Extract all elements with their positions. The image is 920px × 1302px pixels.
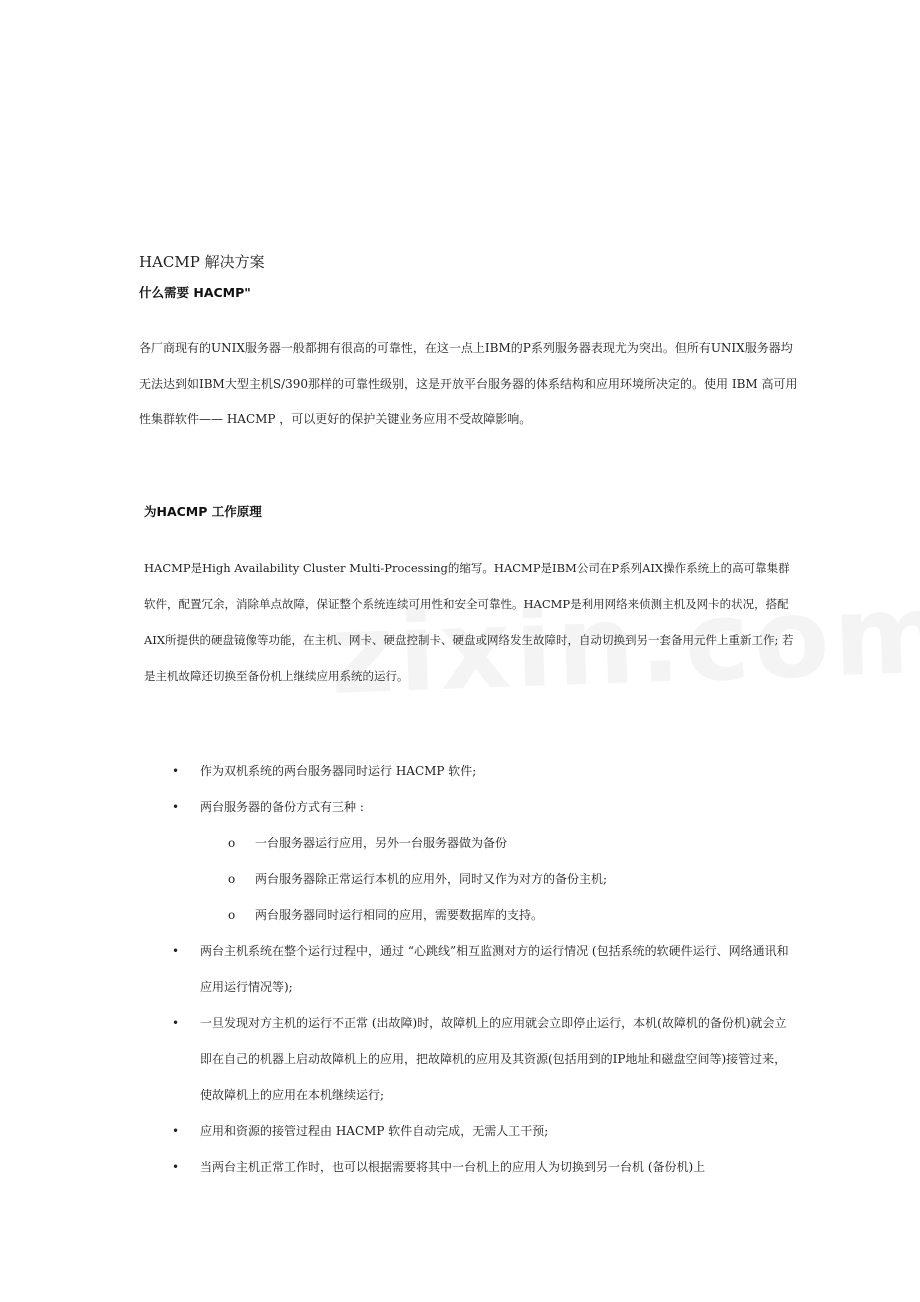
section2-paragraph: HACMP是High Availability Cluster Multi-Processing的缩写。HACMP是IBM公司在P系列AIX操作系统上的高可靠集群软件，配置冗余，消除单点故障，保证整个系统连续可用性和安全可靠性。HACMP是利用网络来侦测主机及网卡的状况，搭配AIX所提供的硬盘镜像等功能，在主机、网卡、硬盘控制卡、硬盘或网络发生故障时，自动切换到另一套备用元件上重新工作; 若是主机故障还切换至备份机上继续应用系统的运行。 xyxy=(144,561,794,683)
circle-bullet-icon: o xyxy=(228,908,236,922)
list-item-text: 作为双机系统的两台服务器同时运行 HACMP 软件; xyxy=(200,764,477,778)
section2-heading: 为HACMP 工作原理 xyxy=(144,504,262,519)
list-item-text: 两台服务器的备份方式有三种 : xyxy=(200,800,364,814)
circle-bullet-icon: o xyxy=(228,836,236,850)
section1-heading: 什么需要 HACMP" xyxy=(139,285,251,300)
list-item-text: 两台主机系统在整个运行过程中，通过 “心跳线”相互监测对方的运行情况 (包括系统的软硬件运行、网络通讯和应用运行情况等); xyxy=(200,944,789,994)
section1-paragraph: 各厂商现有的UNIX服务器一般都拥有很高的可靠性，在这一点上IBM的P系列服务器表现尤为突出。但所有UNIX服务器均无法达到如IBM大型主机S/390那样的可靠性级别，这是开放平台服务器的体系结构和应用环境所决定的。使用 IBM 高可用性集群软件—— HACMP ，可以更好的保护关键业务应用不受故障影响。 xyxy=(139,341,798,426)
circle-bullet-icon: o xyxy=(228,872,236,886)
list-item-text: 一台服务器运行应用，另外一台服务器做为备份 xyxy=(255,836,508,850)
list-item-text: 两台服务器同时运行相同的应用，需要数据库的支持。 xyxy=(255,908,544,922)
document-title: HACMP 解决方案 xyxy=(139,253,265,271)
list-item-text: 一旦发现对方主机的运行不正常 (出故障)时，故障机上的应用就会立即停止运行，本机(故障机的备份机)就会立即在自己的机器上启动故障机上的应用，把故障机的应用及其资源(包括用到的IP地址和磁盘空间等)接管过来，使故障机上的应用在本机继续运行; xyxy=(200,1016,787,1102)
bullet-icon: • xyxy=(172,764,180,778)
bullet-icon: • xyxy=(172,944,180,958)
list-item-text: 两台服务器除正常运行本机的应用外，同时又作为对方的备份主机; xyxy=(255,872,608,886)
bullet-icon: • xyxy=(172,1160,180,1174)
bullet-icon: • xyxy=(172,1124,180,1138)
list-item-text: 应用和资源的接管过程由 HACMP 软件自动完成，无需人工干预; xyxy=(200,1124,549,1138)
bullet-icon: • xyxy=(172,1016,180,1030)
bullet-icon: • xyxy=(172,800,180,814)
list-item-text: 当两台主机正常工作时，也可以根据需要将其中一台机上的应用人为切换到另一台机 (备份机)上 xyxy=(200,1160,706,1174)
